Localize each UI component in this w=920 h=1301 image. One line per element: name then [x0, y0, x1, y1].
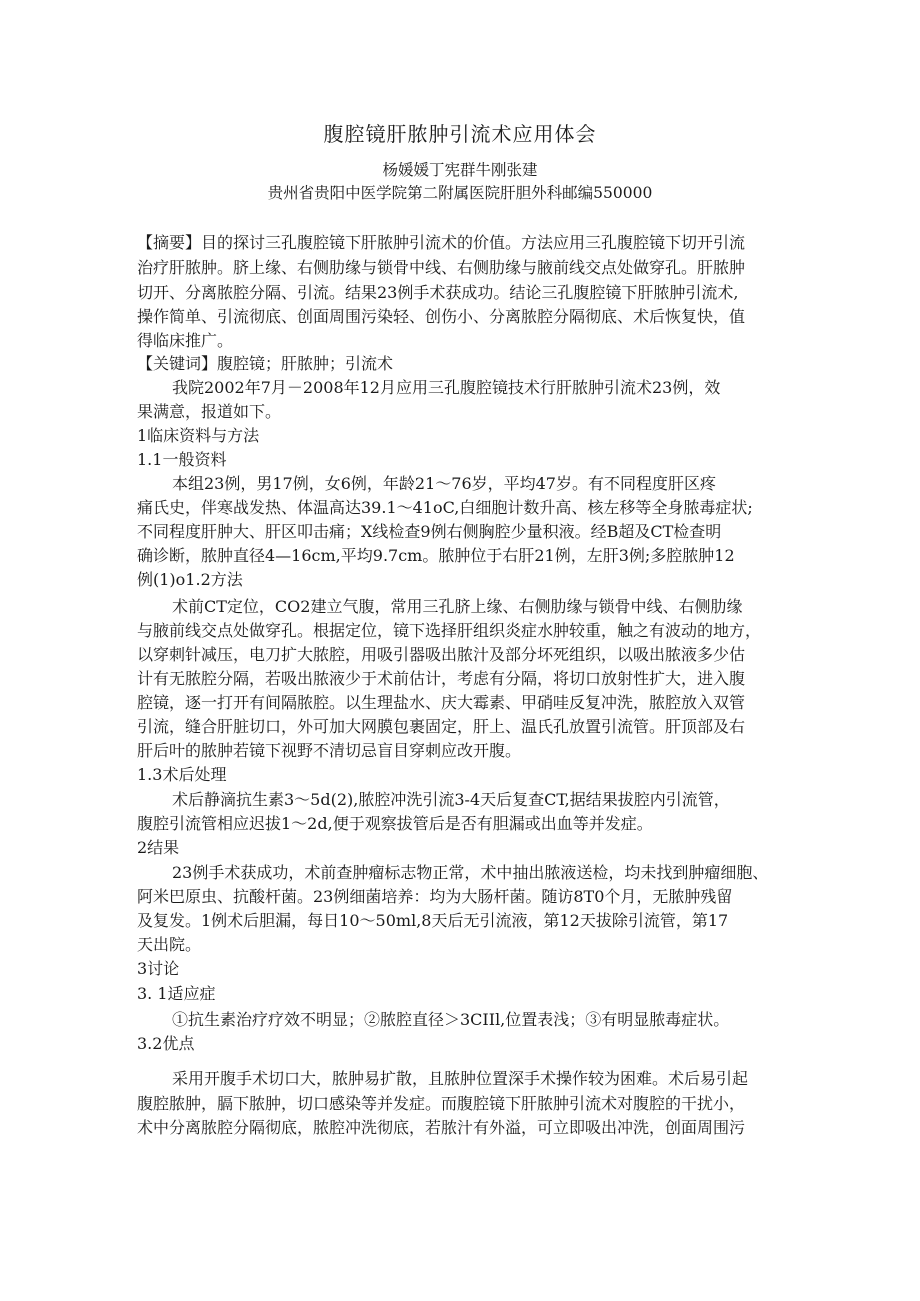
- keywords-label: 【关键词】: [137, 354, 218, 373]
- subsection-heading: 1.3术后处理: [137, 765, 227, 784]
- methods-line: 引流，缝合肝脏切口，外可加大网膜包裹固定，肝上、温氏孔放置引流管。肝顶部及右: [137, 717, 746, 736]
- methods-line: 腔镜，逐一打开有间隔脓腔。以生理盐水、庆大霉素、甲硝哇反复冲洗，脓腔放入双管: [137, 693, 746, 712]
- results-line: 及复发。1例术后胆漏，每日10～50ml,8天后无引流液，第12天拔除引流管，第17: [137, 911, 729, 930]
- results-line: 天出院。: [137, 935, 202, 954]
- methods-line: 术前CT定位，CO2建立气腹，常用三孔脐上缘、右侧肋缘与锁骨中线、右侧肋缘: [172, 597, 743, 616]
- intro-line: 我院2002年7月－2008年12月应用三孔腹腔镜技术行肝脓肿引流术23例，效: [172, 378, 721, 397]
- methods-line: 以穿刺针减压，电刀扩大脓腔，用吸引器吸出脓汁及部分坏死组织，以吸出脓液多少估: [137, 645, 746, 664]
- intro-line: 果满意，报道如下。: [137, 402, 282, 421]
- section-heading: 3讨论: [137, 959, 180, 978]
- results-line: 23例手术获成功，术前查肿瘤标志物正常，术中抽出脓液送检，均未找到肿瘤细胞、: [172, 863, 769, 882]
- general-data-line: 本组23例，男17例，女6例，年龄21～76岁，平均47岁。有不同程度肝区疼: [172, 474, 716, 493]
- general-data-line: 例(1)o1.2方法: [137, 570, 243, 589]
- subsection-heading: 3. 1适应症: [137, 984, 216, 1003]
- methods-line: 与腋前线交点处做穿孔。根据定位，镜下选择肝组织炎症水肿较重，触之有波动的地方，: [137, 621, 762, 640]
- keywords-text: 腹腔镜；肝脓肿；引流术: [217, 354, 394, 373]
- general-data-line: 不同程度肝肿大、肝区叩击痛；X线检查9例右侧胸腔少量积液。经B超及CT检查明: [137, 522, 722, 541]
- subsection-heading: 3.2优点: [137, 1034, 195, 1053]
- abstract-line: 切开、分离脓腔分隔、引流。结果23例手术获成功。结论三孔腹腔镜下肝脓肿引流术,: [137, 283, 739, 302]
- advantages-line: 采用开腹手术切口大，脓肿易扩散，且脓肿位置深手术操作较为困难。术后易引起: [172, 1069, 749, 1088]
- abstract-label: 【摘要】: [137, 233, 202, 252]
- section-heading: 2结果: [137, 838, 180, 857]
- methods-line: 计有无脓腔分隔，若吸出脓液少于术前估计，考虑有分隔，将切口放射性扩大，进入腹: [137, 669, 746, 688]
- methods-line: 肝后叶的脓肿若镜下视野不清切忌盲目穿刺应改开腹。: [137, 741, 522, 760]
- advantages-line: 术中分离脓腔分隔彻底，脓腔冲洗彻底，若脓汁有外溢，可立即吸出冲洗，创面周围污: [137, 1118, 746, 1137]
- abstract-line: [137, 232, 745, 254]
- subsection-heading: 1.1一般资料: [137, 450, 227, 469]
- abstract-text: 目的探讨三孔腹腔镜下肝脓肿引流术的价值。方法应用三孔腹腔镜下切开引流: [201, 233, 746, 252]
- author-list: 杨媛媛丁宪群牛刚张建: [382, 161, 538, 179]
- general-data-line: 确诊断，脓肿直径4—16cm,平均9.7cm。脓肿位于右肝21例，左肝3例;多腔脓肿12: [137, 546, 735, 565]
- keywords-line: [137, 353, 393, 375]
- indications-line: ①抗生素治疗疗效不明显；②脓腔直径＞3CIIl,位置表浅；③有明显脓毒症状。: [172, 1010, 730, 1029]
- abstract-line: 治疗肝脓肿。脐上缘、右侧肋缘与锁骨中线、右侧肋缘与腋前线交点处做穿孔。肝脓肿: [137, 258, 746, 277]
- affiliation: 贵州省贵阳中医学院第二附属医院肝胆外科邮编550000: [267, 184, 653, 202]
- abstract-line: 得临床推广。: [137, 331, 234, 350]
- postop-line: 术后静滴抗生素3～5d(2),脓腔冲洗引流3-4天后复查CT,据结果拔腔内引流管，: [172, 790, 730, 809]
- paper-title: 腹腔镜肝脓肿引流术应用体会: [323, 122, 597, 146]
- postop-line: 腹腔引流管相应迟拔1～2d,便于观察拔管后是否有胆漏或出血等并发症。: [137, 814, 653, 833]
- abstract-line: 操作简单、引流彻底、创面周围污染轻、创伤小、分离脓腔分隔彻底、术后恢复快，值: [137, 307, 746, 326]
- general-data-line: 痛氏史，伴寒战发热、体温高达39.1～41oC,白细胞计数升高、核左移等全身脓毒症状;: [137, 498, 753, 517]
- section-heading: 1临床资料与方法: [137, 426, 260, 445]
- results-line: 阿米巴原虫、抗酸杆菌。23例细菌培养：均为大肠杆菌。随访8T0个月，无脓肿残留: [137, 887, 733, 906]
- advantages-line: 腹腔脓肿，膈下脓肿，切口感染等并发症。而腹腔镜下肝脓肿引流术对腹腔的干扰小，: [137, 1094, 746, 1113]
